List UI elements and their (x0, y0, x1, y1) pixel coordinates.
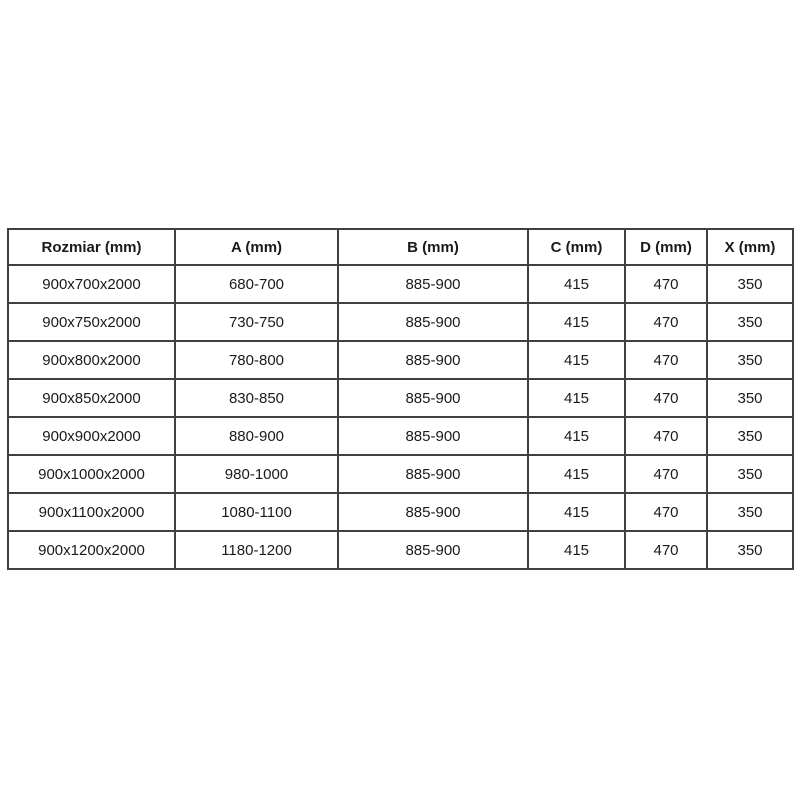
table-cell: 730-750 (175, 303, 338, 341)
table-cell: 350 (707, 379, 793, 417)
table-row (8, 417, 793, 455)
table-row (8, 493, 793, 531)
table-cell: 980-1000 (175, 455, 338, 493)
table-row (8, 379, 793, 417)
column-header: Rozmiar (mm) (8, 229, 175, 265)
table-cell: 885-900 (338, 455, 528, 493)
table-cell: 885-900 (338, 341, 528, 379)
dimensions-table (7, 228, 794, 570)
table-row (8, 303, 793, 341)
table-row (8, 265, 793, 303)
table-cell: 830-850 (175, 379, 338, 417)
table-cell: 470 (625, 417, 707, 455)
table-cell: 900x1100x2000 (8, 493, 175, 531)
table-cell: 470 (625, 341, 707, 379)
table-cell: 415 (528, 531, 625, 569)
table-cell: 470 (625, 303, 707, 341)
table-body (8, 265, 793, 569)
table-cell: 350 (707, 455, 793, 493)
table-header-row (8, 229, 793, 265)
table-cell: 680-700 (175, 265, 338, 303)
table-cell: 470 (625, 455, 707, 493)
table-cell: 900x900x2000 (8, 417, 175, 455)
table-cell: 900x850x2000 (8, 379, 175, 417)
column-header: A (mm) (175, 229, 338, 265)
table-cell: 900x1000x2000 (8, 455, 175, 493)
table-cell: 900x700x2000 (8, 265, 175, 303)
table-row (8, 455, 793, 493)
table-row (8, 531, 793, 569)
table-cell: 885-900 (338, 531, 528, 569)
column-header: B (mm) (338, 229, 528, 265)
table-cell: 350 (707, 417, 793, 455)
table-cell: 885-900 (338, 379, 528, 417)
table-cell: 415 (528, 341, 625, 379)
column-header: C (mm) (528, 229, 625, 265)
table-cell: 885-900 (338, 493, 528, 531)
table-cell: 415 (528, 303, 625, 341)
table-cell: 900x1200x2000 (8, 531, 175, 569)
table-cell: 470 (625, 531, 707, 569)
table-cell: 470 (625, 265, 707, 303)
column-header: X (mm) (707, 229, 793, 265)
table-cell: 885-900 (338, 265, 528, 303)
table-cell: 880-900 (175, 417, 338, 455)
table-cell: 350 (707, 493, 793, 531)
table-cell: 900x750x2000 (8, 303, 175, 341)
table-cell: 900x800x2000 (8, 341, 175, 379)
table-cell: 350 (707, 531, 793, 569)
column-header: D (mm) (625, 229, 707, 265)
table-cell: 470 (625, 493, 707, 531)
table-cell: 350 (707, 303, 793, 341)
table-cell: 415 (528, 455, 625, 493)
table-cell: 1080-1100 (175, 493, 338, 531)
table-cell: 780-800 (175, 341, 338, 379)
table-cell: 415 (528, 417, 625, 455)
table-cell: 350 (707, 265, 793, 303)
table-cell: 415 (528, 265, 625, 303)
table-cell: 415 (528, 379, 625, 417)
table-cell: 885-900 (338, 303, 528, 341)
table-cell: 415 (528, 493, 625, 531)
table-row (8, 341, 793, 379)
table-cell: 350 (707, 341, 793, 379)
table-cell: 1180-1200 (175, 531, 338, 569)
table-cell: 470 (625, 379, 707, 417)
table-cell: 885-900 (338, 417, 528, 455)
